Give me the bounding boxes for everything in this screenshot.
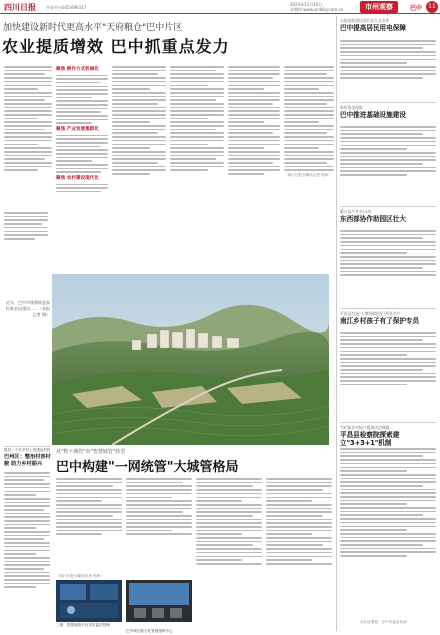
right-story-2-kicker: 新的资金保障 [340,105,363,110]
divider [340,206,436,207]
inset-photo-2 [126,580,192,622]
top-story-col-1 [56,64,108,264]
right-story-4-body [340,330,436,418]
right-story-2-title: 巴中推进基础设施建设 [340,111,406,119]
top-story-subtitle: 加快建设新时代更高水平"天府粮仓"巴中片区 [3,23,183,33]
footer-credit: 本栏目策划：巴中市委宣传部 [360,620,407,624]
right-story-5 [340,425,436,447]
city-label: 巴中 [409,5,422,12]
right-story-3 [340,209,436,223]
left-editor-note [4,210,48,266]
header-date: 2023年11月16日 [290,2,323,7]
right-story-3-title: 东西部协作助园区壮大 [340,215,406,223]
masthead: 四川日报 [4,2,36,12]
main-photo [52,274,329,445]
photo-side-caption: 近年，巴中市统筹推进高标准农田建设……（本报记者 摄） [6,300,50,317]
page-number: 11 [426,1,438,13]
right-story-2-body [340,124,436,202]
divider [340,422,436,423]
mid-story-col-1 [56,476,122,572]
divider [340,102,436,103]
mid-story-col-2 [126,476,192,572]
top-story-col-4 [228,64,280,264]
mid-story-title: 巴中构建"一网统管"大城管格局 [56,460,239,475]
section-label: 市州观察 [360,1,398,13]
left-bottom-kicker: 最后一个在乡村上班建设村民 [4,448,51,452]
mid-story-col-3 [196,476,262,626]
top-story-col-2 [112,64,166,264]
subhead-3: 聚焦 农村建设现代化 [56,176,99,181]
right-story-1-title: 巴中提高居民用电保障 [340,24,406,32]
right-story-4-kicker: 平昌县打造"人增收粮优化"两张名片 [340,311,401,316]
header-site: 星期四 www.scdaily.com.cn [290,7,344,12]
right-story-5-body [340,446,436,616]
left-bottom-body [4,470,50,630]
right-story-4 [340,311,436,325]
divider [4,446,50,447]
lead-text [4,66,52,171]
left-bottom-title: 巴州区：整治村容村貌 助力乡村振兴 [4,454,51,467]
right-story-2 [340,105,436,119]
inset-photo-1 [56,580,122,622]
right-story-1-kicker: 当地加快建设现代化生态农业 [340,18,390,23]
right-story-3-body [340,228,436,304]
top-story-title: 农业提质增效 巴中抓重点发力 [2,37,230,56]
subhead-2: 聚焦 产业发展集群化 [56,127,99,133]
page-header [0,0,440,14]
right-story-5-title: 平昌县检察院探索建立"3+3+1"机制 [340,431,400,447]
inset-caption-1: 三图：智慧城管平台实时监控管理 [56,623,110,627]
mid-story-byline: （四川日报全媒体记者 郭炜） [56,574,104,578]
mid-story-col-4 [266,476,332,626]
inset-caption-2: 巴中城区数字化管理指挥中心 [126,629,173,633]
right-story-1-body [340,38,436,100]
mid-story-pretitle: 从"数字城管"向"智慧城管"转型 [56,449,126,455]
divider [340,308,436,309]
aerial-landscape-photo [52,274,329,445]
header-rule [0,13,440,14]
top-story-editor: （四川日报全媒体记者 郭炜） [284,173,332,178]
top-story-col-3 [170,64,224,264]
top-story-col-5 [284,64,334,264]
right-story-5-kicker: 为护航乡村振兴提供法治保障 [340,425,390,430]
right-story-4-title: 南江乡村孩子有了保护专员 [340,317,420,325]
column-divider [336,16,337,631]
right-story-3-kicker: 累计落户企业13家 [340,209,372,214]
issue-number: 开放平台035·090317 [46,5,87,10]
right-story-1 [340,18,436,32]
subhead-1: 聚焦 耕作方式机械化 [56,67,99,72]
